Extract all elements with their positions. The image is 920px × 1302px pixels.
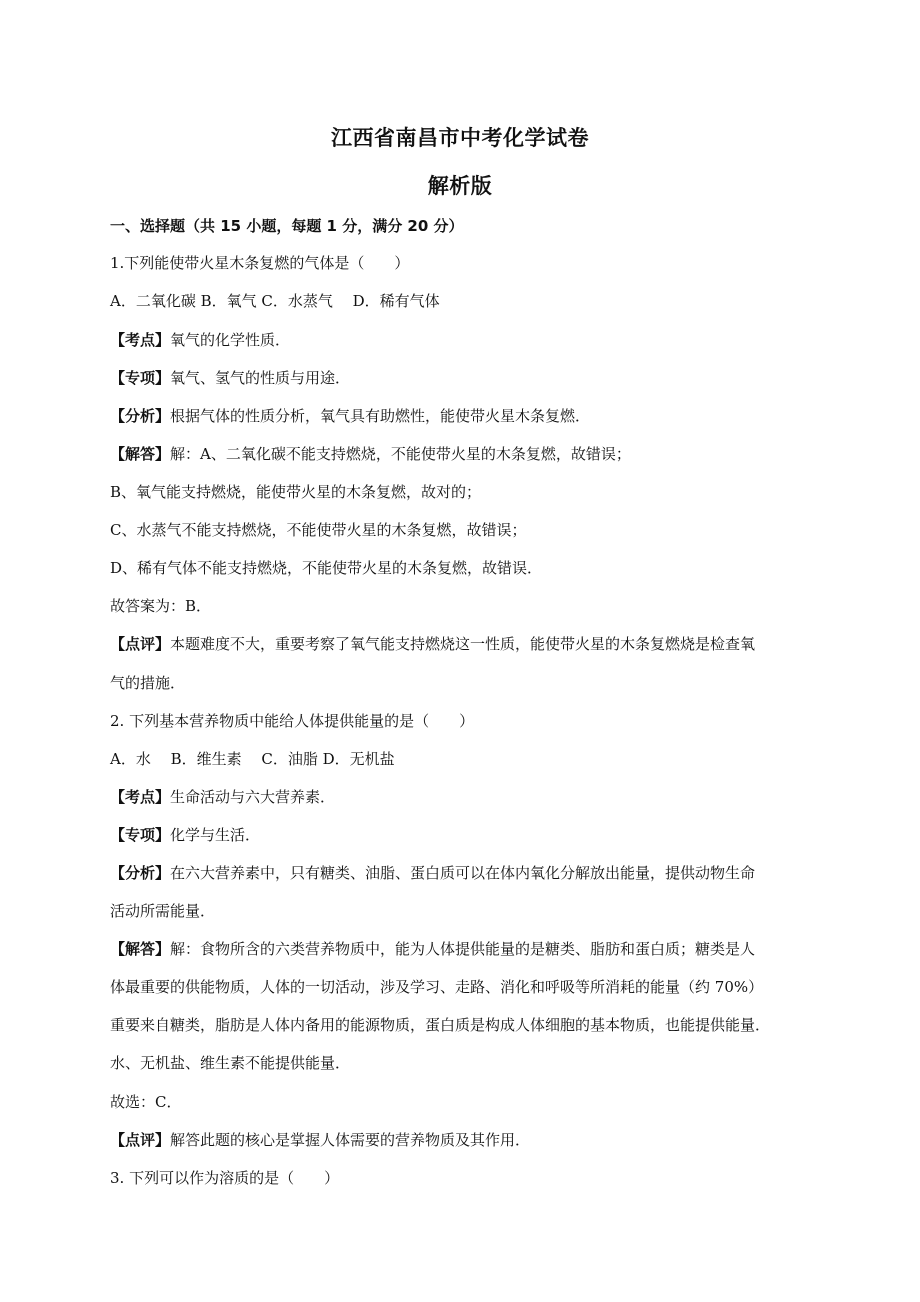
zhuanxiang-tag: 【专项】	[110, 369, 171, 387]
q3-question: 3. 下列可以作为溶质的是（ ）	[110, 1169, 340, 1187]
document-subtitle: 解析版	[427, 174, 493, 198]
q2-dianping	[110, 1130, 810, 1150]
q1-jieda-line-3: C、水蒸气不能支持燃烧，不能使带火星的木条复燃，故错误；	[110, 521, 527, 539]
q2-jieda-line-2: 体最重要的供能物质，人体的一切活动，涉及学习、走路、消化和呼吸等所消耗的能量（约 70%）	[110, 978, 764, 996]
q1-jieda-text: 解：A、二氧化碳不能支持燃烧，不能使带火星的木条复燃，故错误；	[170, 445, 631, 463]
jieda-tag: 【解答】	[110, 445, 171, 463]
q2-jieda-line-4: 水、无机盐、维生素不能提供能量．	[110, 1054, 351, 1072]
jieda-tag: 【解答】	[110, 940, 171, 958]
fenxi-tag: 【分析】	[110, 407, 171, 425]
dianping-tag: 【点评】	[110, 1131, 171, 1149]
q1-dianping-text: 本题难度不大，重要考察了氧气能支持燃烧这一性质，能使带火星的木条复燃烧是检查氧	[170, 635, 756, 653]
q2-zhuanxiang	[110, 825, 810, 845]
q1-kaodian-text: 氧气的化学性质．	[170, 331, 291, 349]
q1-options: A．二氧化碳 B．氧气 C．水蒸气 D．稀有气体	[110, 292, 440, 310]
q1-fenxi-text: 根据气体的性质分析，氧气具有助燃性，能使带火星木条复燃．	[170, 407, 591, 425]
q1-jieda-line-4: D、稀有气体不能支持燃烧，不能使带火星的木条复燃，故错误．	[110, 559, 543, 577]
q2-fenxi	[110, 863, 810, 883]
q1-question: 1.下列能使带火星木条复燃的气体是（ ）	[110, 254, 410, 272]
q1-zhuanxiang	[110, 368, 810, 388]
q2-question: 2. 下列基本营养物质中能给人体提供能量的是（ ）	[110, 712, 475, 730]
q1-dianping-line-2: 气的措施．	[110, 674, 186, 692]
document-title: 江西省南昌市中考化学试卷	[331, 126, 589, 150]
q2-dianping-text: 解答此题的核心是掌握人体需要的营养物质及其作用．	[170, 1131, 531, 1149]
q2-kaodian	[110, 787, 810, 807]
zhuanxiang-tag: 【专项】	[110, 826, 171, 844]
q2-jieda	[110, 939, 810, 959]
q2-answer: 故选：C．	[110, 1093, 182, 1111]
q1-kaodian	[110, 330, 810, 350]
q1-zhuanxiang-text: 氧气、氢气的性质与用途．	[170, 369, 351, 387]
q2-jieda-text: 解：食物所含的六类营养物质中，能为人体提供能量的是糖类、脂肪和蛋白质；糖类是人	[170, 940, 756, 958]
q2-fenxi-line-2: 活动所需能量．	[110, 902, 216, 920]
q1-jieda-line-2: B、氧气能支持燃烧，能使带火星的木条复燃，故对的；	[110, 483, 482, 501]
q2-kaodian-text: 生命活动与六大营养素．	[170, 788, 336, 806]
q1-fenxi	[110, 406, 810, 426]
q1-answer: 故答案为：B．	[110, 597, 212, 615]
q2-options: A．水 B．维生素 C．油脂 D．无机盐	[110, 750, 395, 768]
dianping-tag: 【点评】	[110, 635, 171, 653]
q2-zhuanxiang-text: 化学与生活．	[170, 826, 261, 844]
q1-dianping	[110, 634, 810, 654]
kaodian-tag: 【考点】	[110, 331, 171, 349]
section-heading: 一、选择题（共 15 小题，每题 1 分，满分 20 分）	[110, 217, 464, 235]
q2-jieda-line-3: 重要来自糖类，脂肪是人体内备用的能源物质，蛋白质是构成人体细胞的基本物质，也能提供能量．	[110, 1016, 771, 1034]
q2-fenxi-text: 在六大营养素中，只有糖类、油脂、蛋白质可以在体内氧化分解放出能量，提供动物生命	[170, 864, 756, 882]
q1-jieda	[110, 444, 810, 464]
fenxi-tag: 【分析】	[110, 864, 171, 882]
kaodian-tag: 【考点】	[110, 788, 171, 806]
